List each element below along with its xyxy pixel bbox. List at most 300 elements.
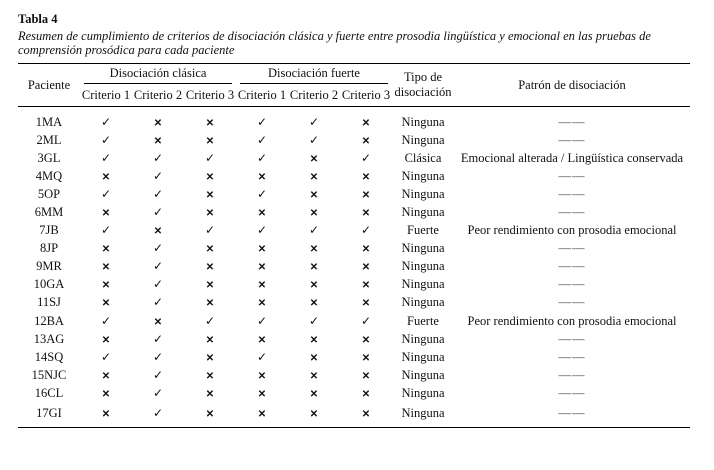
patron-text: Emocional alterada / Lingüística conservada — [460, 150, 684, 165]
check-icon: ✓ — [100, 223, 112, 238]
patron-text: —— — [558, 205, 586, 220]
cell-fuerte-criterio-2 — [288, 276, 340, 294]
check-icon: ✓ — [256, 114, 268, 129]
patron-text: Peor rendimiento con prosodia emocional — [467, 223, 677, 238]
check-icon: ✓ — [308, 114, 320, 129]
cell-fuerte-criterio-1 — [236, 294, 288, 312]
check-icon: ✓ — [256, 150, 268, 165]
header-group-fuerte — [236, 64, 392, 86]
cell-fuerte-criterio-1 — [236, 258, 288, 276]
cell-fuerte-criterio-1 — [236, 167, 288, 185]
cell-clasica-criterio-1 — [80, 240, 132, 258]
cell-tipo: Ninguna — [401, 331, 445, 346]
cell-paciente: 7JB — [39, 223, 59, 238]
cell-clasica-criterio-1 — [80, 348, 132, 366]
check-icon: ✓ — [204, 150, 216, 165]
cross-icon: ✕ — [361, 298, 371, 310]
cell-fuerte-criterio-1 — [236, 330, 288, 348]
table-row — [18, 366, 690, 384]
cross-icon: ✕ — [309, 189, 319, 201]
cell-tipo: Ninguna — [401, 277, 445, 292]
cell-patron — [454, 258, 690, 276]
cell-tipo: Fuerte — [407, 313, 439, 328]
cross-icon: ✕ — [153, 316, 163, 328]
cell-clasica-criterio-1 — [80, 384, 132, 402]
cross-icon: ✕ — [257, 298, 267, 310]
cell-paciente: 12BA — [34, 313, 64, 328]
check-icon: ✓ — [152, 385, 164, 400]
cell-tipo: Ninguna — [401, 295, 445, 310]
table-row — [18, 312, 690, 330]
cross-icon: ✕ — [205, 208, 215, 220]
patron-text: —— — [558, 259, 586, 274]
cross-icon: ✕ — [257, 409, 267, 420]
check-icon: ✓ — [256, 186, 268, 201]
table-row — [18, 107, 690, 131]
check-icon: ✓ — [152, 241, 164, 256]
check-icon: ✓ — [100, 150, 112, 165]
cell-clasica-criterio-2 — [132, 348, 184, 366]
cross-icon: ✕ — [309, 388, 319, 400]
patron-text: —— — [558, 277, 586, 292]
cell-fuerte-criterio-2 — [288, 403, 340, 428]
table-row — [18, 185, 690, 203]
cell-clasica-criterio-3 — [184, 240, 236, 258]
cell-fuerte-criterio-1 — [236, 107, 288, 131]
cross-icon: ✕ — [361, 352, 371, 364]
results-table — [18, 63, 690, 428]
cell-patron — [454, 222, 690, 240]
cross-icon: ✕ — [205, 117, 215, 129]
cell-paciente: 16CL — [34, 385, 64, 400]
cross-icon: ✕ — [257, 262, 267, 274]
cell-clasica-criterio-1 — [80, 330, 132, 348]
cell-fuerte-criterio-3 — [340, 276, 392, 294]
cross-icon: ✕ — [361, 409, 371, 420]
cell-fuerte-criterio-1 — [236, 149, 288, 167]
cell-clasica-criterio-1 — [80, 149, 132, 167]
cell-patron — [454, 107, 690, 131]
table-label: Tabla 4 — [18, 12, 58, 26]
cell-clasica-criterio-1 — [80, 107, 132, 131]
cross-icon: ✕ — [361, 208, 371, 220]
cell-fuerte-criterio-3 — [340, 403, 392, 428]
cell-fuerte-criterio-3 — [340, 366, 392, 384]
cross-icon: ✕ — [361, 244, 371, 256]
cell-fuerte-criterio-1 — [236, 240, 288, 258]
check-icon: ✓ — [256, 313, 268, 328]
cell-clasica-criterio-1 — [80, 185, 132, 203]
check-icon: ✓ — [256, 223, 268, 238]
table-body — [18, 107, 690, 427]
cross-icon: ✕ — [205, 370, 215, 382]
cell-fuerte-criterio-3 — [340, 330, 392, 348]
patron-text: —— — [558, 367, 586, 382]
cross-icon: ✕ — [205, 388, 215, 400]
cross-icon: ✕ — [101, 298, 111, 310]
cell-clasica-criterio-2 — [132, 312, 184, 330]
header-group-fuerte-label: Disociación fuerte — [240, 66, 388, 84]
cell-paciente: 14SQ — [34, 349, 64, 364]
cell-patron — [454, 276, 690, 294]
header-group-clasica-label: Disociación clásica — [84, 66, 232, 84]
table-row — [18, 131, 690, 149]
header-fuerte-criterio-1: Criterio 1 — [236, 85, 288, 107]
cell-patron — [454, 185, 690, 203]
cell-clasica-criterio-2 — [132, 403, 184, 428]
check-icon: ✓ — [152, 331, 164, 346]
check-icon: ✓ — [360, 150, 372, 165]
cell-fuerte-criterio-2 — [288, 240, 340, 258]
cell-paciente: 13AG — [33, 331, 65, 346]
cell-fuerte-criterio-2 — [288, 167, 340, 185]
patron-text: —— — [558, 331, 586, 346]
cell-fuerte-criterio-1 — [236, 384, 288, 402]
check-icon: ✓ — [152, 168, 164, 183]
check-icon: ✓ — [152, 150, 164, 165]
table-row — [18, 203, 690, 221]
table-row — [18, 276, 690, 294]
cell-patron — [454, 167, 690, 185]
cell-clasica-criterio-2 — [132, 167, 184, 185]
cell-clasica-criterio-2 — [132, 185, 184, 203]
table-row — [18, 167, 690, 185]
cell-fuerte-criterio-3 — [340, 240, 392, 258]
cell-fuerte-criterio-3 — [340, 312, 392, 330]
cell-fuerte-criterio-2 — [288, 384, 340, 402]
cell-paciente: 2ML — [36, 132, 62, 147]
cell-fuerte-criterio-2 — [288, 107, 340, 131]
cross-icon: ✕ — [101, 409, 111, 420]
cross-icon: ✕ — [101, 280, 111, 292]
cell-fuerte-criterio-2 — [288, 149, 340, 167]
check-icon: ✓ — [152, 259, 164, 274]
cell-clasica-criterio-3 — [184, 258, 236, 276]
check-icon: ✓ — [308, 223, 320, 238]
cross-icon: ✕ — [257, 280, 267, 292]
cell-tipo: Ninguna — [401, 349, 445, 364]
check-icon: ✓ — [100, 313, 112, 328]
cell-tipo: Ninguna — [401, 114, 445, 129]
cell-clasica-criterio-2 — [132, 222, 184, 240]
cross-icon: ✕ — [361, 262, 371, 274]
cell-fuerte-criterio-3 — [340, 258, 392, 276]
cell-fuerte-criterio-3 — [340, 185, 392, 203]
cell-clasica-criterio-2 — [132, 203, 184, 221]
cell-fuerte-criterio-2 — [288, 185, 340, 203]
cell-clasica-criterio-1 — [80, 366, 132, 384]
cell-patron — [454, 131, 690, 149]
cell-clasica-criterio-3 — [184, 149, 236, 167]
cross-icon: ✕ — [309, 262, 319, 274]
check-icon: ✓ — [100, 132, 112, 147]
cell-clasica-criterio-1 — [80, 203, 132, 221]
patron-text: Peor rendimiento con prosodia emocional — [467, 313, 677, 328]
table-row — [18, 149, 690, 167]
cell-tipo: Ninguna — [401, 259, 445, 274]
cross-icon: ✕ — [257, 388, 267, 400]
cross-icon: ✕ — [205, 135, 215, 147]
cell-clasica-criterio-2 — [132, 366, 184, 384]
cross-icon: ✕ — [257, 208, 267, 220]
cell-fuerte-criterio-2 — [288, 294, 340, 312]
header-tipo: Tipo de disociación — [392, 64, 454, 107]
cell-fuerte-criterio-3 — [340, 167, 392, 185]
cell-clasica-criterio-1 — [80, 312, 132, 330]
cross-icon: ✕ — [257, 171, 267, 183]
cell-patron — [454, 240, 690, 258]
check-icon: ✓ — [360, 313, 372, 328]
header-clasica-criterio-1: Criterio 1 — [80, 85, 132, 107]
check-icon: ✓ — [100, 349, 112, 364]
cross-icon: ✕ — [205, 262, 215, 274]
cell-clasica-criterio-3 — [184, 131, 236, 149]
cell-clasica-criterio-1 — [80, 167, 132, 185]
table-row — [18, 384, 690, 402]
cell-fuerte-criterio-2 — [288, 348, 340, 366]
cell-fuerte-criterio-1 — [236, 366, 288, 384]
table-row — [18, 240, 690, 258]
cell-fuerte-criterio-1 — [236, 276, 288, 294]
check-icon: ✓ — [256, 132, 268, 147]
cross-icon: ✕ — [257, 334, 267, 346]
cell-tipo: Ninguna — [401, 168, 445, 183]
header-fuerte-criterio-2: Criterio 2 — [288, 85, 340, 107]
cross-icon: ✕ — [205, 298, 215, 310]
cell-patron — [454, 149, 690, 167]
cell-paciente: 9MR — [36, 259, 62, 274]
cell-fuerte-criterio-2 — [288, 258, 340, 276]
cell-clasica-criterio-3 — [184, 403, 236, 428]
cell-tipo: Ninguna — [401, 367, 445, 382]
check-icon: ✓ — [152, 349, 164, 364]
check-icon: ✓ — [204, 313, 216, 328]
patron-text: —— — [558, 168, 586, 183]
cross-icon: ✕ — [309, 298, 319, 310]
table-row — [18, 330, 690, 348]
cell-paciente: 11SJ — [37, 295, 61, 310]
cell-fuerte-criterio-3 — [340, 348, 392, 366]
cross-icon: ✕ — [101, 388, 111, 400]
cell-tipo: Clásica — [404, 150, 442, 165]
check-icon: ✓ — [152, 367, 164, 382]
patron-text: —— — [558, 385, 586, 400]
header-group-clasica — [80, 64, 236, 86]
cross-icon: ✕ — [205, 280, 215, 292]
cross-icon: ✕ — [101, 171, 111, 183]
cell-patron — [454, 384, 690, 402]
cross-icon: ✕ — [153, 135, 163, 147]
table-row — [18, 348, 690, 366]
cell-fuerte-criterio-3 — [340, 107, 392, 131]
header-clasica-criterio-3: Criterio 3 — [184, 85, 236, 107]
check-icon: ✓ — [152, 205, 164, 220]
cross-icon: ✕ — [205, 334, 215, 346]
cell-clasica-criterio-3 — [184, 348, 236, 366]
cell-clasica-criterio-2 — [132, 107, 184, 131]
cross-icon: ✕ — [101, 244, 111, 256]
cell-fuerte-criterio-1 — [236, 222, 288, 240]
cell-fuerte-criterio-1 — [236, 348, 288, 366]
header-clasica-criterio-2: Criterio 2 — [132, 85, 184, 107]
cell-paciente: 5OP — [37, 186, 61, 201]
cell-fuerte-criterio-3 — [340, 149, 392, 167]
cell-clasica-criterio-1 — [80, 403, 132, 428]
cell-clasica-criterio-1 — [80, 276, 132, 294]
header-row-groups — [18, 64, 690, 86]
cross-icon: ✕ — [205, 409, 215, 420]
cell-clasica-criterio-3 — [184, 330, 236, 348]
cell-clasica-criterio-3 — [184, 366, 236, 384]
cell-clasica-criterio-3 — [184, 107, 236, 131]
cell-paciente: 4MQ — [35, 168, 63, 183]
cross-icon: ✕ — [361, 189, 371, 201]
check-icon: ✓ — [204, 223, 216, 238]
cell-fuerte-criterio-3 — [340, 222, 392, 240]
check-icon: ✓ — [152, 186, 164, 201]
check-icon: ✓ — [256, 349, 268, 364]
cell-fuerte-criterio-2 — [288, 222, 340, 240]
cell-clasica-criterio-1 — [80, 294, 132, 312]
cross-icon: ✕ — [309, 280, 319, 292]
cell-clasica-criterio-2 — [132, 384, 184, 402]
cell-tipo: Ninguna — [401, 385, 445, 400]
cell-clasica-criterio-3 — [184, 222, 236, 240]
cell-clasica-criterio-3 — [184, 294, 236, 312]
cross-icon: ✕ — [309, 409, 319, 420]
patron-text: —— — [558, 406, 586, 420]
cross-icon: ✕ — [361, 388, 371, 400]
cell-clasica-criterio-3 — [184, 185, 236, 203]
cell-clasica-criterio-2 — [132, 240, 184, 258]
cell-fuerte-criterio-1 — [236, 203, 288, 221]
cell-fuerte-criterio-1 — [236, 131, 288, 149]
cell-clasica-criterio-3 — [184, 203, 236, 221]
cell-clasica-criterio-2 — [132, 258, 184, 276]
cell-tipo: Ninguna — [392, 403, 454, 428]
patron-text: —— — [558, 132, 586, 147]
check-icon: ✓ — [308, 313, 320, 328]
check-icon: ✓ — [308, 132, 320, 147]
cell-clasica-criterio-3 — [184, 276, 236, 294]
check-icon: ✓ — [152, 406, 164, 420]
patron-text: —— — [558, 186, 586, 201]
cell-patron — [454, 203, 690, 221]
cross-icon: ✕ — [153, 117, 163, 129]
cross-icon: ✕ — [205, 244, 215, 256]
cell-clasica-criterio-3 — [184, 384, 236, 402]
table-row — [18, 294, 690, 312]
cell-paciente: 8JP — [39, 241, 59, 256]
cell-paciente: 17GI — [18, 403, 80, 428]
cell-fuerte-criterio-2 — [288, 203, 340, 221]
cell-fuerte-criterio-3 — [340, 384, 392, 402]
table-row — [18, 403, 690, 428]
cross-icon: ✕ — [309, 352, 319, 364]
cell-patron — [454, 403, 690, 428]
cell-fuerte-criterio-2 — [288, 312, 340, 330]
cell-fuerte-criterio-1 — [236, 403, 288, 428]
cell-clasica-criterio-2 — [132, 330, 184, 348]
cell-tipo: Ninguna — [401, 132, 445, 147]
cell-fuerte-criterio-1 — [236, 312, 288, 330]
cross-icon: ✕ — [361, 171, 371, 183]
header-patron: Patrón de disociación — [454, 64, 690, 107]
header-paciente: Paciente — [18, 64, 80, 107]
cell-fuerte-criterio-2 — [288, 131, 340, 149]
patron-text: —— — [558, 241, 586, 256]
cell-fuerte-criterio-3 — [340, 294, 392, 312]
cross-icon: ✕ — [101, 262, 111, 274]
cross-icon: ✕ — [309, 171, 319, 183]
cross-icon: ✕ — [101, 208, 111, 220]
cell-tipo: Fuerte — [407, 223, 439, 238]
cross-icon: ✕ — [361, 280, 371, 292]
cell-fuerte-criterio-1 — [236, 185, 288, 203]
cell-fuerte-criterio-2 — [288, 330, 340, 348]
cell-patron — [454, 312, 690, 330]
cell-clasica-criterio-1 — [80, 131, 132, 149]
header-fuerte-criterio-3: Criterio 3 — [340, 85, 392, 107]
cell-fuerte-criterio-2 — [288, 366, 340, 384]
cell-tipo: Ninguna — [401, 205, 445, 220]
patron-text: —— — [558, 295, 586, 310]
table-caption: Resumen de cumplimiento de criterios de disociación clásica y fuerte entre prosodia lingüística y emocional en las pruebas de comprensión prosódica para cada paciente — [18, 29, 651, 57]
cross-icon: ✕ — [309, 208, 319, 220]
cross-icon: ✕ — [205, 171, 215, 183]
cross-icon: ✕ — [153, 226, 163, 238]
cell-clasica-criterio-2 — [132, 131, 184, 149]
cell-paciente: 10GA — [33, 277, 65, 292]
cell-clasica-criterio-2 — [132, 149, 184, 167]
cell-patron — [454, 330, 690, 348]
cell-clasica-criterio-3 — [184, 312, 236, 330]
cell-clasica-criterio-1 — [80, 258, 132, 276]
cross-icon: ✕ — [101, 370, 111, 382]
cross-icon: ✕ — [361, 135, 371, 147]
cross-icon: ✕ — [257, 370, 267, 382]
cell-paciente: 1MA — [35, 114, 63, 129]
cross-icon: ✕ — [309, 334, 319, 346]
cross-icon: ✕ — [205, 189, 215, 201]
cell-patron — [454, 348, 690, 366]
cell-clasica-criterio-2 — [132, 294, 184, 312]
cross-icon: ✕ — [101, 334, 111, 346]
cell-tipo: Ninguna — [401, 241, 445, 256]
cross-icon: ✕ — [309, 370, 319, 382]
cell-clasica-criterio-2 — [132, 276, 184, 294]
cross-icon: ✕ — [309, 244, 319, 256]
cell-patron — [454, 294, 690, 312]
cell-fuerte-criterio-3 — [340, 203, 392, 221]
table-row — [18, 258, 690, 276]
patron-text: —— — [558, 349, 586, 364]
cell-paciente: 6MM — [34, 205, 64, 220]
cell-paciente: 3GL — [37, 150, 61, 165]
cell-paciente: 15NJC — [31, 367, 67, 382]
cross-icon: ✕ — [205, 352, 215, 364]
check-icon: ✓ — [152, 295, 164, 310]
cell-clasica-criterio-1 — [80, 222, 132, 240]
check-icon: ✓ — [360, 223, 372, 238]
cross-icon: ✕ — [361, 117, 371, 129]
cross-icon: ✕ — [361, 370, 371, 382]
cross-icon: ✕ — [257, 244, 267, 256]
cell-clasica-criterio-3 — [184, 167, 236, 185]
check-icon: ✓ — [100, 186, 112, 201]
patron-text: —— — [558, 114, 586, 129]
cross-icon: ✕ — [361, 334, 371, 346]
